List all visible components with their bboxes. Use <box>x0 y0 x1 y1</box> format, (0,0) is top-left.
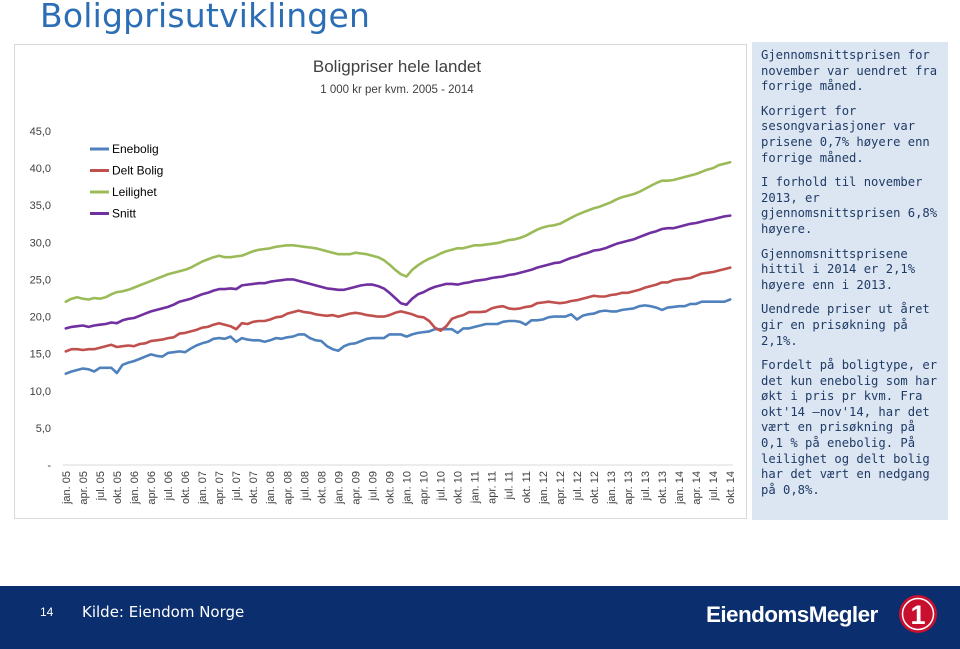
x-tick-label: jan. 08 <box>265 471 278 505</box>
x-tick-label: apr. 07 <box>214 471 227 505</box>
x-tick-label: okt. 14 <box>725 471 738 505</box>
y-tick-label: 45,0 <box>29 126 51 138</box>
x-tick-label: jul. 06 <box>163 471 176 501</box>
slide-footer <box>0 586 960 649</box>
series-line-leilighet <box>66 162 730 302</box>
y-tick-label: 30,0 <box>29 237 51 250</box>
slide-title: Boligprisutviklingen <box>40 0 371 35</box>
x-tick-label: apr. 09 <box>350 471 363 505</box>
x-tick-label: jul. 14 <box>708 471 721 501</box>
x-tick-label: apr. 11 <box>486 470 499 504</box>
x-tick-label: okt. 05 <box>111 471 124 505</box>
x-tick-label: okt. 10 <box>452 471 465 505</box>
y-tick-label: 15,0 <box>29 348 51 361</box>
x-tick-label: jan. 05 <box>60 471 73 505</box>
x-tick-label: jul. 08 <box>299 471 312 501</box>
chart-legend <box>90 142 163 221</box>
x-tick-label: okt. 07 <box>248 471 261 505</box>
x-tick-label: jul. 12 <box>571 471 584 501</box>
logo-wordmark: EiendomsMegler <box>706 602 878 627</box>
commentary-paragraph: Gjennomsnittsprisen for november var uendret fra forrige måned. <box>761 48 938 94</box>
x-tick-label: jan. 14 <box>674 471 687 505</box>
x-tick-label: apr. 12 <box>554 471 567 505</box>
x-tick-label: jan. 13 <box>605 471 618 505</box>
y-tick-label: 10,0 <box>29 385 51 398</box>
legend-label: Snitt <box>112 206 137 221</box>
y-tick-label: 35,0 <box>29 200 51 213</box>
chart-container <box>14 44 747 519</box>
logo-one-icon <box>898 594 938 634</box>
x-tick-label: okt. 06 <box>180 471 193 505</box>
x-tick-label: jan. 06 <box>128 471 141 505</box>
commentary-paragraph: Fordelt på boligtype, er det kun enebolig som har økt i pris pr kvm. Fra okt'14 –nov'14, har det vært en prisøkning på 0,1 % på enebolig. På leilighet og delt bolig har det vært en nedgang på 0,8%. <box>761 358 938 497</box>
x-tick-label: apr. 10 <box>418 471 431 505</box>
x-tick-label: jan. 11 <box>469 471 482 504</box>
chart-title: Boligpriser hele landet <box>312 57 482 76</box>
commentary-panel <box>752 42 948 520</box>
company-logo <box>706 596 938 636</box>
y-tick-label: 20,0 <box>29 311 51 324</box>
line-chart <box>15 45 746 518</box>
x-tick-label: jan. 09 <box>333 471 346 505</box>
y-axis-labels <box>30 126 52 472</box>
x-tick-label: apr. 05 <box>77 471 90 505</box>
x-tick-label: okt. 12 <box>588 471 601 505</box>
x-tick-label: jul. 11 <box>503 471 516 500</box>
legend-label: Leilighet <box>112 185 157 199</box>
x-tick-label: apr. 14 <box>691 471 704 505</box>
y-tick-label: 40,0 <box>29 163 51 176</box>
x-tick-label: jan. 07 <box>197 471 210 505</box>
x-tick-label: apr. 08 <box>282 471 295 505</box>
x-tick-label: okt. 11 <box>520 471 533 504</box>
commentary-paragraph: Gjennomsnittsprisene hittil i 2014 er 2,1% høyere enn i 2013. <box>761 246 916 292</box>
chart-subtitle: 1 000 kr per kvm. 2005 - 2014 <box>320 84 474 96</box>
commentary-paragraph: Korrigert for sesongvariasjoner var prisene 0,7% høyere enn forrige måned. <box>761 103 930 165</box>
x-tick-label: jul. 09 <box>367 471 380 501</box>
source-note: Kilde: Eiendom Norge <box>82 603 245 621</box>
x-tick-label: jul. 13 <box>639 471 652 501</box>
x-tick-label: okt. 09 <box>384 471 397 505</box>
y-tick-label: 25,0 <box>29 274 51 287</box>
y-tick-label: 5,0 <box>35 422 51 435</box>
x-tick-label: apr. 13 <box>622 471 635 505</box>
x-tick-label: jul. 05 <box>94 471 107 501</box>
page-number: 14 <box>40 605 54 619</box>
series-line-enebolig <box>66 300 730 374</box>
legend-label: Delt Bolig <box>112 163 164 178</box>
y-tick-label: - <box>47 460 51 472</box>
x-tick-label: okt. 13 <box>657 471 670 505</box>
legend-label: Enebolig <box>112 142 159 156</box>
commentary-paragraph: Uendrede priser ut året gir en prisøkning på 2,1%. <box>761 302 930 348</box>
x-axis <box>61 465 737 505</box>
commentary-paragraph: I forhold til november 2013, er gjennomsnittsprisen 6,8% høyere. <box>761 175 938 236</box>
x-tick-label: jan. 10 <box>401 471 414 505</box>
x-tick-label: jul. 10 <box>435 471 448 501</box>
logo-number: 1 <box>910 600 926 630</box>
x-tick-label: apr. 06 <box>146 471 159 505</box>
series-lines <box>66 162 730 374</box>
x-tick-label: jul. 07 <box>231 471 244 501</box>
x-tick-label: okt. 08 <box>316 471 329 505</box>
x-tick-label: jan. 12 <box>537 471 550 505</box>
